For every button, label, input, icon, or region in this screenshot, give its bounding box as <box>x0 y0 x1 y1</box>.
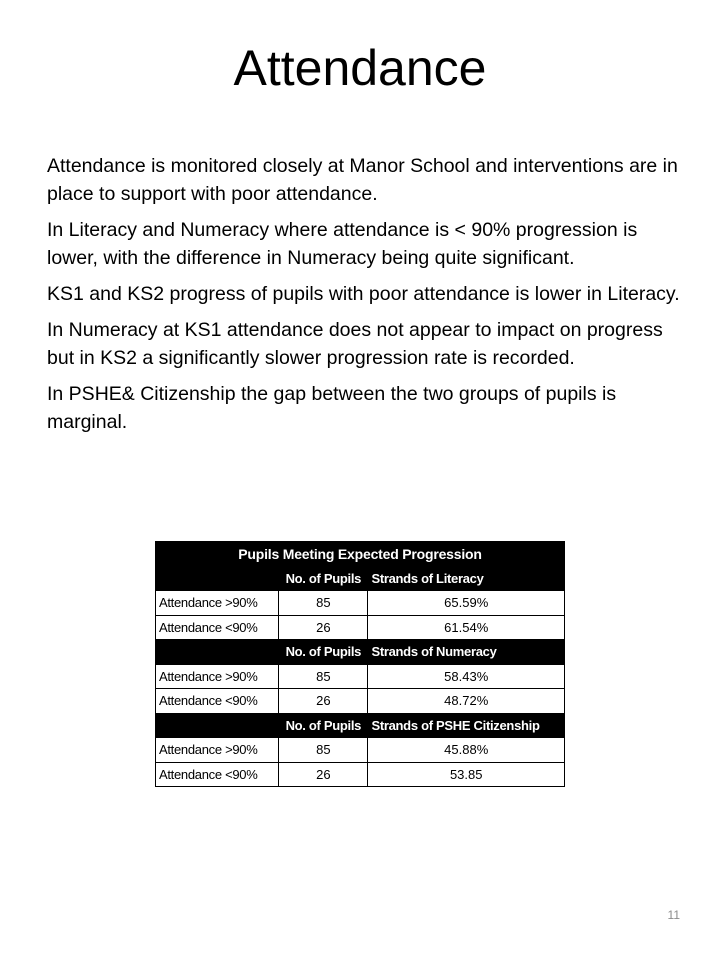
row-value: 48.72% <box>368 689 565 714</box>
row-count: 26 <box>279 689 368 714</box>
row-value: 65.59% <box>368 591 565 616</box>
header-numeracy: Strands of Numeracy <box>368 640 565 665</box>
row-count: 26 <box>279 615 368 640</box>
row-value: 61.54% <box>368 615 565 640</box>
table-row <box>156 615 565 640</box>
table-header-row-pshe <box>156 713 565 738</box>
table-row <box>156 689 565 714</box>
row-label: Attendance >90% <box>156 591 279 616</box>
row-count: 85 <box>279 664 368 689</box>
progression-table <box>155 541 565 787</box>
table-row <box>156 591 565 616</box>
header-count: No. of Pupils <box>279 566 368 591</box>
row-count: 85 <box>279 591 368 616</box>
slide-body <box>47 152 687 444</box>
row-count: 26 <box>279 762 368 787</box>
header-count: No. of Pupils <box>279 713 368 738</box>
table-row <box>156 738 565 763</box>
row-label: Attendance <90% <box>156 762 279 787</box>
paragraph-literacy-numeracy: In Literacy and Numeracy where attendance is < 90% progression is lower, with the difference in Numeracy being quite significant. <box>47 219 638 269</box>
paragraph-ks1-ks2-literacy: KS1 and KS2 progress of pupils with poor attendance is lower in Literacy. <box>47 283 680 305</box>
slide-title: Attendance <box>233 40 487 96</box>
header-literacy: Strands of Literacy <box>368 566 565 591</box>
row-value: 45.88% <box>368 738 565 763</box>
header-count: No. of Pupils <box>279 640 368 665</box>
header-blank-cell <box>156 640 279 665</box>
page-number: 11 <box>667 908 680 922</box>
paragraph-pshe-citizenship: In PSHE& Citizenship the gap between the two groups of pupils is marginal. <box>47 383 617 433</box>
row-value: 53.85 <box>368 762 565 787</box>
row-label: Attendance >90% <box>156 664 279 689</box>
row-label: Attendance >90% <box>156 738 279 763</box>
table-row <box>156 762 565 787</box>
table-title-row <box>156 542 565 567</box>
row-label: Attendance <90% <box>156 689 279 714</box>
header-blank-cell <box>156 566 279 591</box>
table-row <box>156 664 565 689</box>
paragraph-attendance-monitoring: Attendance is monitored closely at Manor School and interventions are in place to support with poor attendance. <box>47 155 678 205</box>
row-value: 58.43% <box>368 664 565 689</box>
table-header-row-literacy <box>156 566 565 591</box>
header-blank-cell <box>156 713 279 738</box>
table-header-row-numeracy <box>156 640 565 665</box>
table-title: Pupils Meeting Expected Progression <box>156 542 565 567</box>
header-pshe-citizenship: Strands of PSHE Citizenship <box>368 713 565 738</box>
row-label: Attendance <90% <box>156 615 279 640</box>
row-count: 85 <box>279 738 368 763</box>
paragraph-numeracy-ks1-ks2: In Numeracy at KS1 attendance does not appear to impact on progress but in KS2 a significantly slower progression rate is recorded. <box>47 319 663 369</box>
